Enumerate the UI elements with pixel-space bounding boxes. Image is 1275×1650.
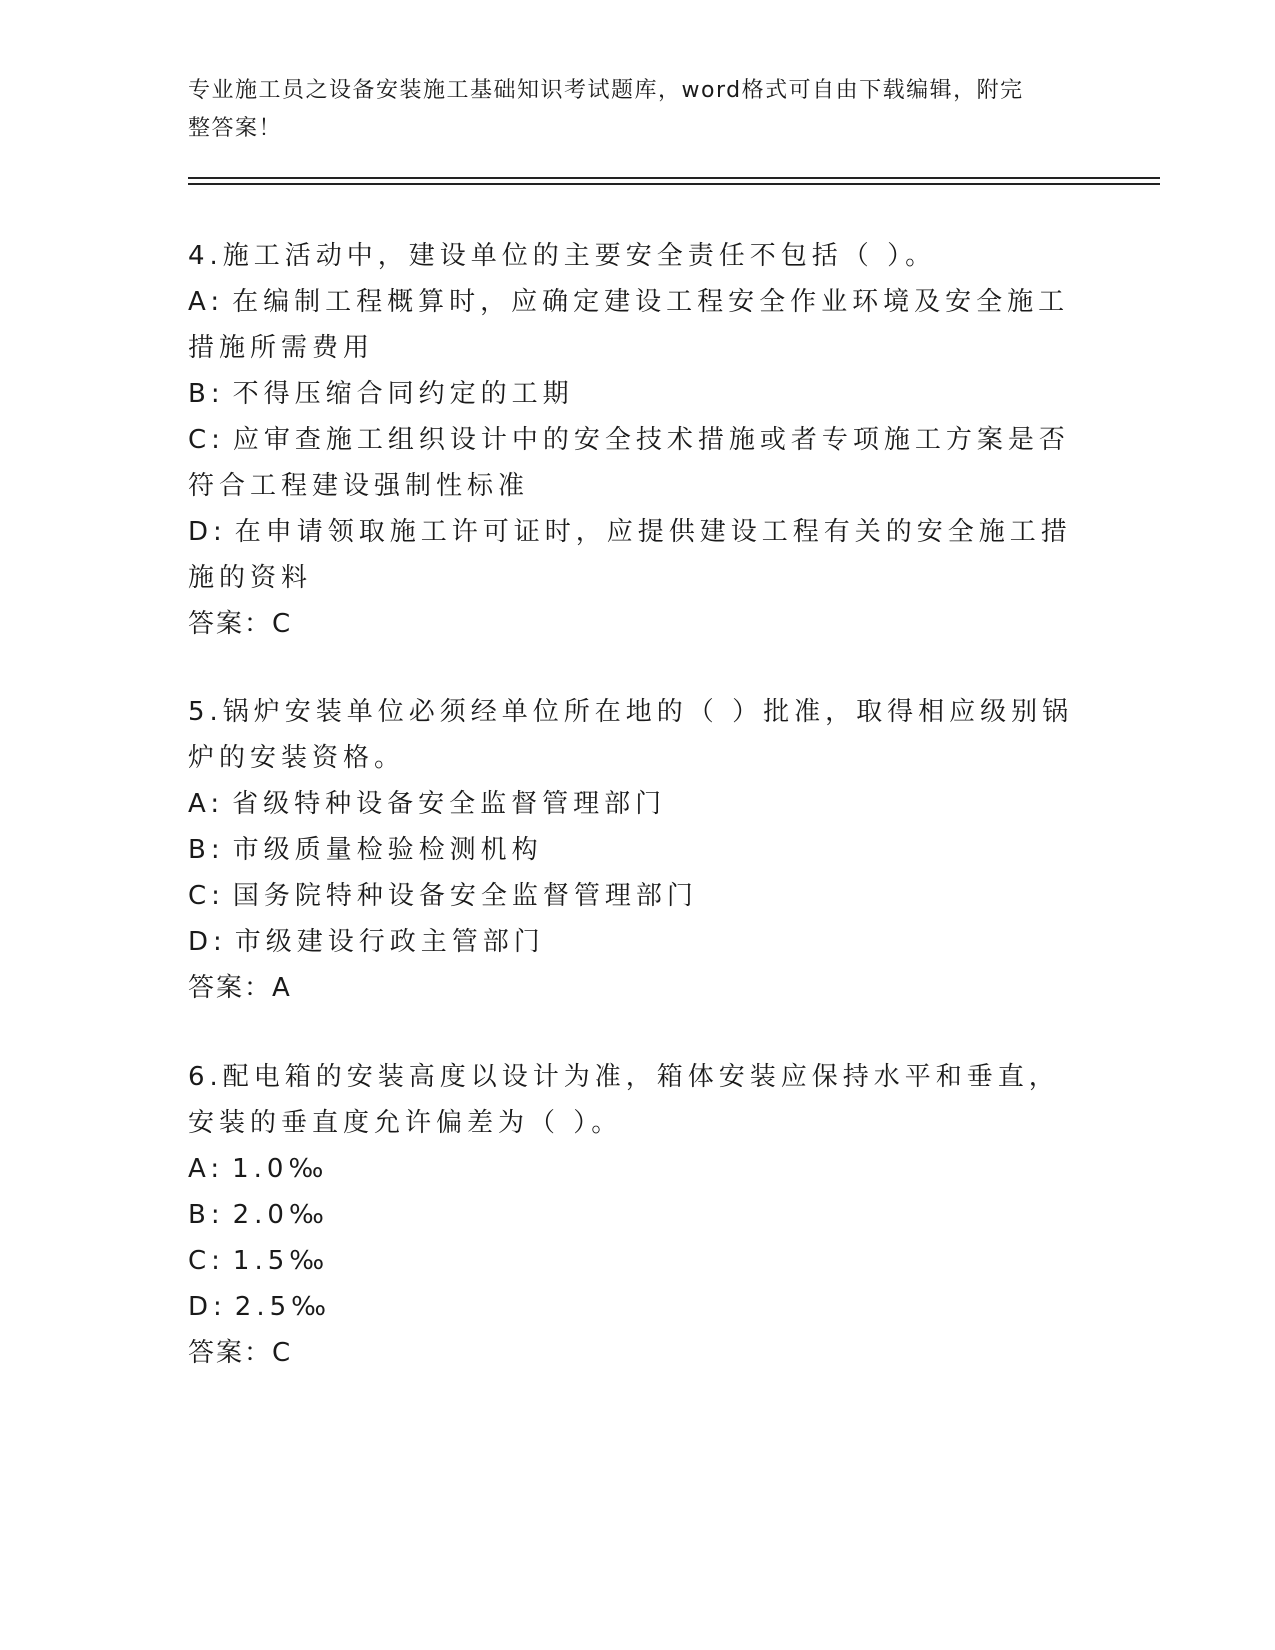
question-stem: 4.施工活动中，建设单位的主要安全责任不包括（ ）。 <box>188 241 937 271</box>
option-text: 省级特种设备安全监督管理部门 <box>232 789 667 819</box>
option-key: C: <box>188 881 225 911</box>
header-line-1: 专业施工员之设备安装施工基础知识考试题库，word格式可自由下载编辑，附完 <box>188 78 1024 103</box>
option-key: B: <box>188 1200 225 1230</box>
option-text: 在编制工程概算时，应确定建设工程安全作业环境及安全施工措施所需费用 <box>188 287 1070 363</box>
option-text: 2.0‰ <box>232 1200 329 1230</box>
option-text: 市级质量检验检测机构 <box>232 835 543 865</box>
option-key: C: <box>188 1246 225 1276</box>
header-line-2: 整答案！ <box>188 116 283 141</box>
option-key: C: <box>188 425 225 455</box>
question-6 <box>188 1054 1088 1376</box>
option-b <box>188 1192 1088 1238</box>
option-d <box>188 509 1088 601</box>
question-5 <box>188 689 1088 1011</box>
header-divider-bottom <box>188 183 1160 185</box>
option-c <box>188 417 1088 509</box>
option-key: D: <box>188 927 227 957</box>
option-text: 应审查施工组织设计中的安全技术措施或者专项施工方案是否符合工程建设强制性标准 <box>188 425 1070 501</box>
option-a <box>188 781 1088 827</box>
option-c <box>188 1238 1088 1284</box>
header-divider-top <box>188 177 1160 179</box>
option-d <box>188 919 1088 965</box>
question-stem: 6.配电箱的安装高度以设计为准，箱体安装应保持水平和垂直，安装的垂直度允许偏差为（ ）。 <box>188 1062 1060 1138</box>
option-d <box>188 1284 1088 1330</box>
option-key: B: <box>188 835 225 865</box>
option-a <box>188 279 1088 371</box>
option-text: 市级建设行政主管部门 <box>234 927 545 957</box>
question-stem: 5.锅炉安装单位必须经单位所在地的（ ）批准，取得相应级别锅炉的安装资格。 <box>188 697 1074 773</box>
option-text: 不得压缩合同约定的工期 <box>232 379 574 409</box>
option-text: 1.5‰ <box>232 1246 330 1276</box>
option-key: D: <box>188 1292 227 1322</box>
option-text: 在申请领取施工许可证时，应提供建设工程有关的安全施工措施的资料 <box>188 517 1072 593</box>
option-b <box>188 827 1088 873</box>
option-key: A: <box>188 287 225 317</box>
option-key: A: <box>188 1154 225 1184</box>
option-key: A: <box>188 789 225 819</box>
option-text: 1.0‰ <box>232 1154 329 1184</box>
option-c <box>188 873 1088 919</box>
question-4 <box>188 233 1088 647</box>
document-header <box>188 72 1068 148</box>
option-key: B: <box>188 379 225 409</box>
option-text: 2.5‰ <box>234 1292 332 1322</box>
option-a <box>188 1146 1088 1192</box>
option-text: 国务院特种设备安全监督管理部门 <box>232 881 698 911</box>
option-key: D: <box>188 517 227 547</box>
answer: 答案：C <box>188 609 293 639</box>
answer: 答案：C <box>188 1338 293 1368</box>
answer: 答案：A <box>188 973 292 1003</box>
option-b <box>188 371 1088 417</box>
